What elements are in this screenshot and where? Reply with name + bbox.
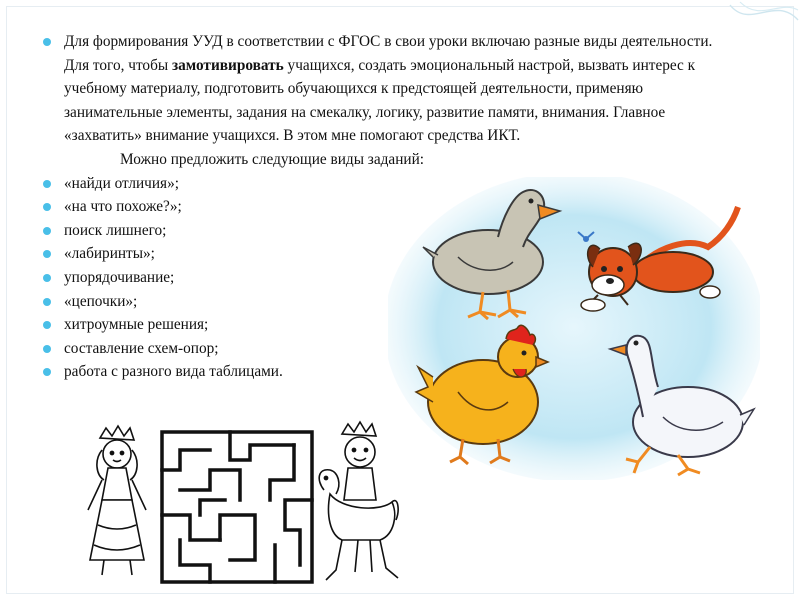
list-item-text: «цепочки»;	[64, 292, 138, 310]
subheading: Можно предложить следующие виды заданий:	[120, 150, 425, 168]
intro-paragraph	[40, 30, 740, 148]
maze-grid	[162, 432, 312, 582]
circle-bullet-icon	[43, 345, 51, 353]
list-item-text: упорядочивание;	[64, 268, 175, 286]
circle-bullet-icon	[43, 368, 51, 376]
list-item-text: поиск лишнего;	[64, 221, 167, 239]
circle-bullet-icon	[43, 227, 51, 235]
circle-bullet-icon	[43, 250, 51, 258]
circle-bullet-icon	[43, 180, 51, 188]
circle-bullet-icon	[43, 274, 51, 282]
list-item-text: «лабиринты»;	[64, 245, 155, 263]
circle-bullet-icon	[43, 321, 51, 329]
prince-on-horse-picture	[319, 422, 398, 580]
list-item-text: «найди отличия»;	[64, 174, 179, 192]
animals-illustration	[388, 177, 760, 480]
intro-text-bold: замотивировать	[171, 56, 284, 74]
circle-bullet-icon	[43, 298, 51, 306]
circle-bullet-icon	[43, 203, 51, 211]
list-item-text: составление схем-опор;	[64, 339, 219, 357]
intro-text-part1: Для формирования УУД в соответствии с ФГОС в свои уроки включаю разные виды деятельности. Для того, чтобы	[64, 33, 713, 74]
maze-illustration	[80, 420, 402, 590]
list-item-text: работа с разного вида таблицами.	[64, 363, 283, 381]
list-item-text: хитроумные решения;	[64, 316, 209, 334]
list-item-text: «на что похоже?»;	[64, 198, 182, 216]
princess-picture	[88, 426, 146, 575]
intro-text-part2: учащихся, создать эмоциональный настрой, вызвать интерес к учебному материалу, подготовить обучающихся к предстоящей деятельности, применяю занимательные элементы, задания на смекалку, логику, развитие памяти, внимания. Главное «захватить» внимание учащихся. В этом мне помогают средства ИКТ.	[64, 56, 696, 145]
circle-bullet-icon	[43, 38, 51, 46]
